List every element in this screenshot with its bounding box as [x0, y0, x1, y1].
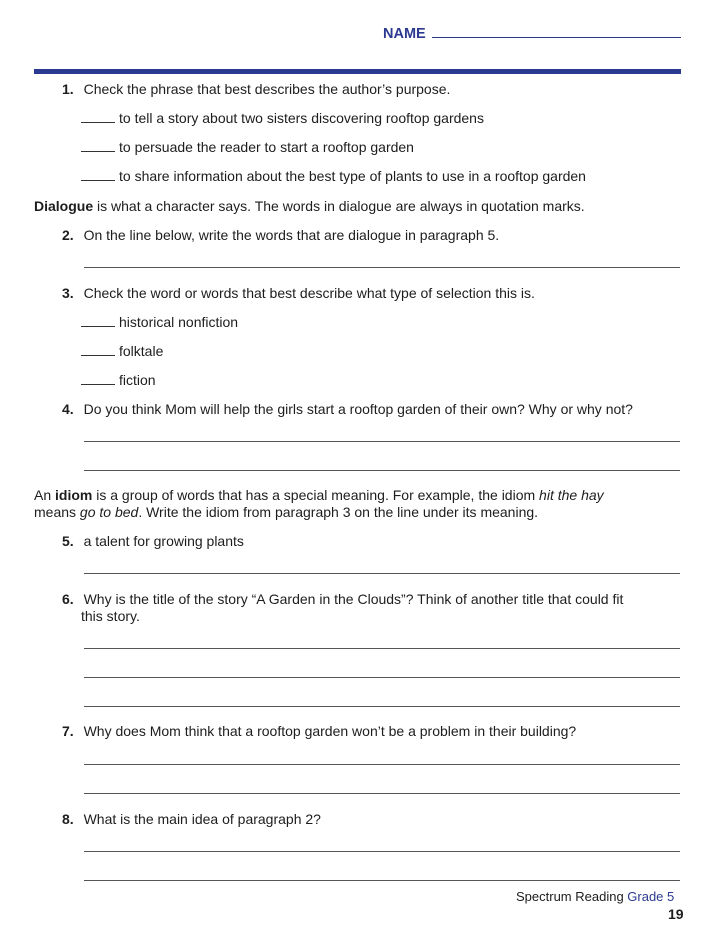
question-1: [62, 80, 450, 98]
option-row: [81, 371, 156, 389]
idiom-note-line-1: [34, 486, 604, 504]
question-8: [62, 810, 321, 828]
name-line[interactable]: [432, 37, 681, 38]
option-label: to share information about the best type of plants to use in a rooftop garden: [119, 168, 586, 184]
question-number: 2.: [62, 227, 74, 243]
option-row: [81, 167, 586, 185]
answer-line[interactable]: [84, 880, 680, 881]
question-6-continuation: this story.: [81, 608, 140, 624]
answer-line[interactable]: [84, 648, 680, 649]
dialogue-note: [34, 197, 585, 215]
question-number: 7.: [62, 723, 74, 739]
check-blank[interactable]: [81, 110, 115, 123]
idiom-meaning: go to bed: [79, 504, 139, 520]
answer-line[interactable]: [84, 441, 680, 442]
question-prompt: Why is the title of the story “A Garden in the Clouds”? Think of another title that could fit: [83, 591, 624, 607]
question-prompt: Do you think Mom will help the girls start a rooftop garden of their own? Why or why not?: [83, 401, 633, 417]
option-label: historical nonfiction: [119, 314, 239, 330]
option-row: [81, 138, 414, 156]
option-label: folktale: [119, 343, 164, 359]
option-row: [81, 313, 238, 331]
note-text: . Write the idiom from paragraph 3 on the line under its meaning.: [138, 504, 539, 520]
check-blank[interactable]: [81, 372, 115, 385]
question-number: 6.: [62, 591, 74, 607]
term-dialogue: Dialogue: [34, 198, 94, 214]
check-blank[interactable]: [81, 168, 115, 181]
check-blank[interactable]: [81, 314, 115, 327]
question-prompt: Check the word or words that best describe what type of selection this is.: [83, 285, 535, 301]
note-text: An: [34, 487, 56, 503]
answer-line[interactable]: [84, 851, 680, 852]
option-label: to persuade the reader to start a rooftop garden: [119, 139, 414, 155]
grade-label: Grade 5: [627, 889, 675, 904]
option-row: [81, 109, 484, 127]
answer-line[interactable]: [84, 706, 680, 707]
page-number: 19: [668, 906, 684, 922]
option-row: [81, 342, 163, 360]
name-label: NAME: [383, 26, 426, 42]
question-number: 3.: [62, 285, 74, 301]
option-label: to tell a story about two sisters discovering rooftop gardens: [119, 110, 484, 126]
question-5: [62, 532, 244, 550]
note-text: means: [34, 504, 80, 520]
answer-line[interactable]: [84, 573, 680, 574]
answer-line[interactable]: [84, 764, 680, 765]
header-rule: [34, 69, 681, 74]
question-prompt: What is the main idea of paragraph 2?: [83, 811, 321, 827]
note-text: is a group of words that has a special meaning. For example, the idiom: [92, 487, 540, 503]
answer-line[interactable]: [84, 677, 680, 678]
idiom-note-line-2: [34, 503, 538, 521]
check-blank[interactable]: [81, 343, 115, 356]
question-prompt: a talent for growing plants: [83, 533, 244, 549]
check-blank[interactable]: [81, 139, 115, 152]
answer-line[interactable]: [84, 470, 680, 471]
question-2: [62, 226, 499, 244]
footer-series: [516, 888, 674, 906]
question-3: [62, 284, 535, 302]
question-number: 4.: [62, 401, 74, 417]
question-number: 5.: [62, 533, 74, 549]
answer-line[interactable]: [84, 267, 680, 268]
question-number: 1.: [62, 81, 74, 97]
idiom-example: hit the hay: [539, 487, 604, 503]
question-number: 8.: [62, 811, 74, 827]
question-prompt: On the line below, write the words that are dialogue in paragraph 5.: [83, 227, 500, 243]
question-prompt: Check the phrase that best describes the author’s purpose.: [83, 81, 451, 97]
answer-line[interactable]: [84, 793, 680, 794]
question-6: [62, 590, 623, 608]
question-4: [62, 400, 633, 418]
option-label: fiction: [119, 372, 156, 388]
series-name: Spectrum Reading: [516, 889, 628, 904]
term-idiom: idiom: [55, 487, 93, 503]
question-7: [62, 722, 576, 740]
question-prompt: Why does Mom think that a rooftop garden won’t be a problem in their building?: [83, 723, 577, 739]
note-text: is what a character says. The words in dialogue are always in quotation marks.: [93, 198, 585, 214]
